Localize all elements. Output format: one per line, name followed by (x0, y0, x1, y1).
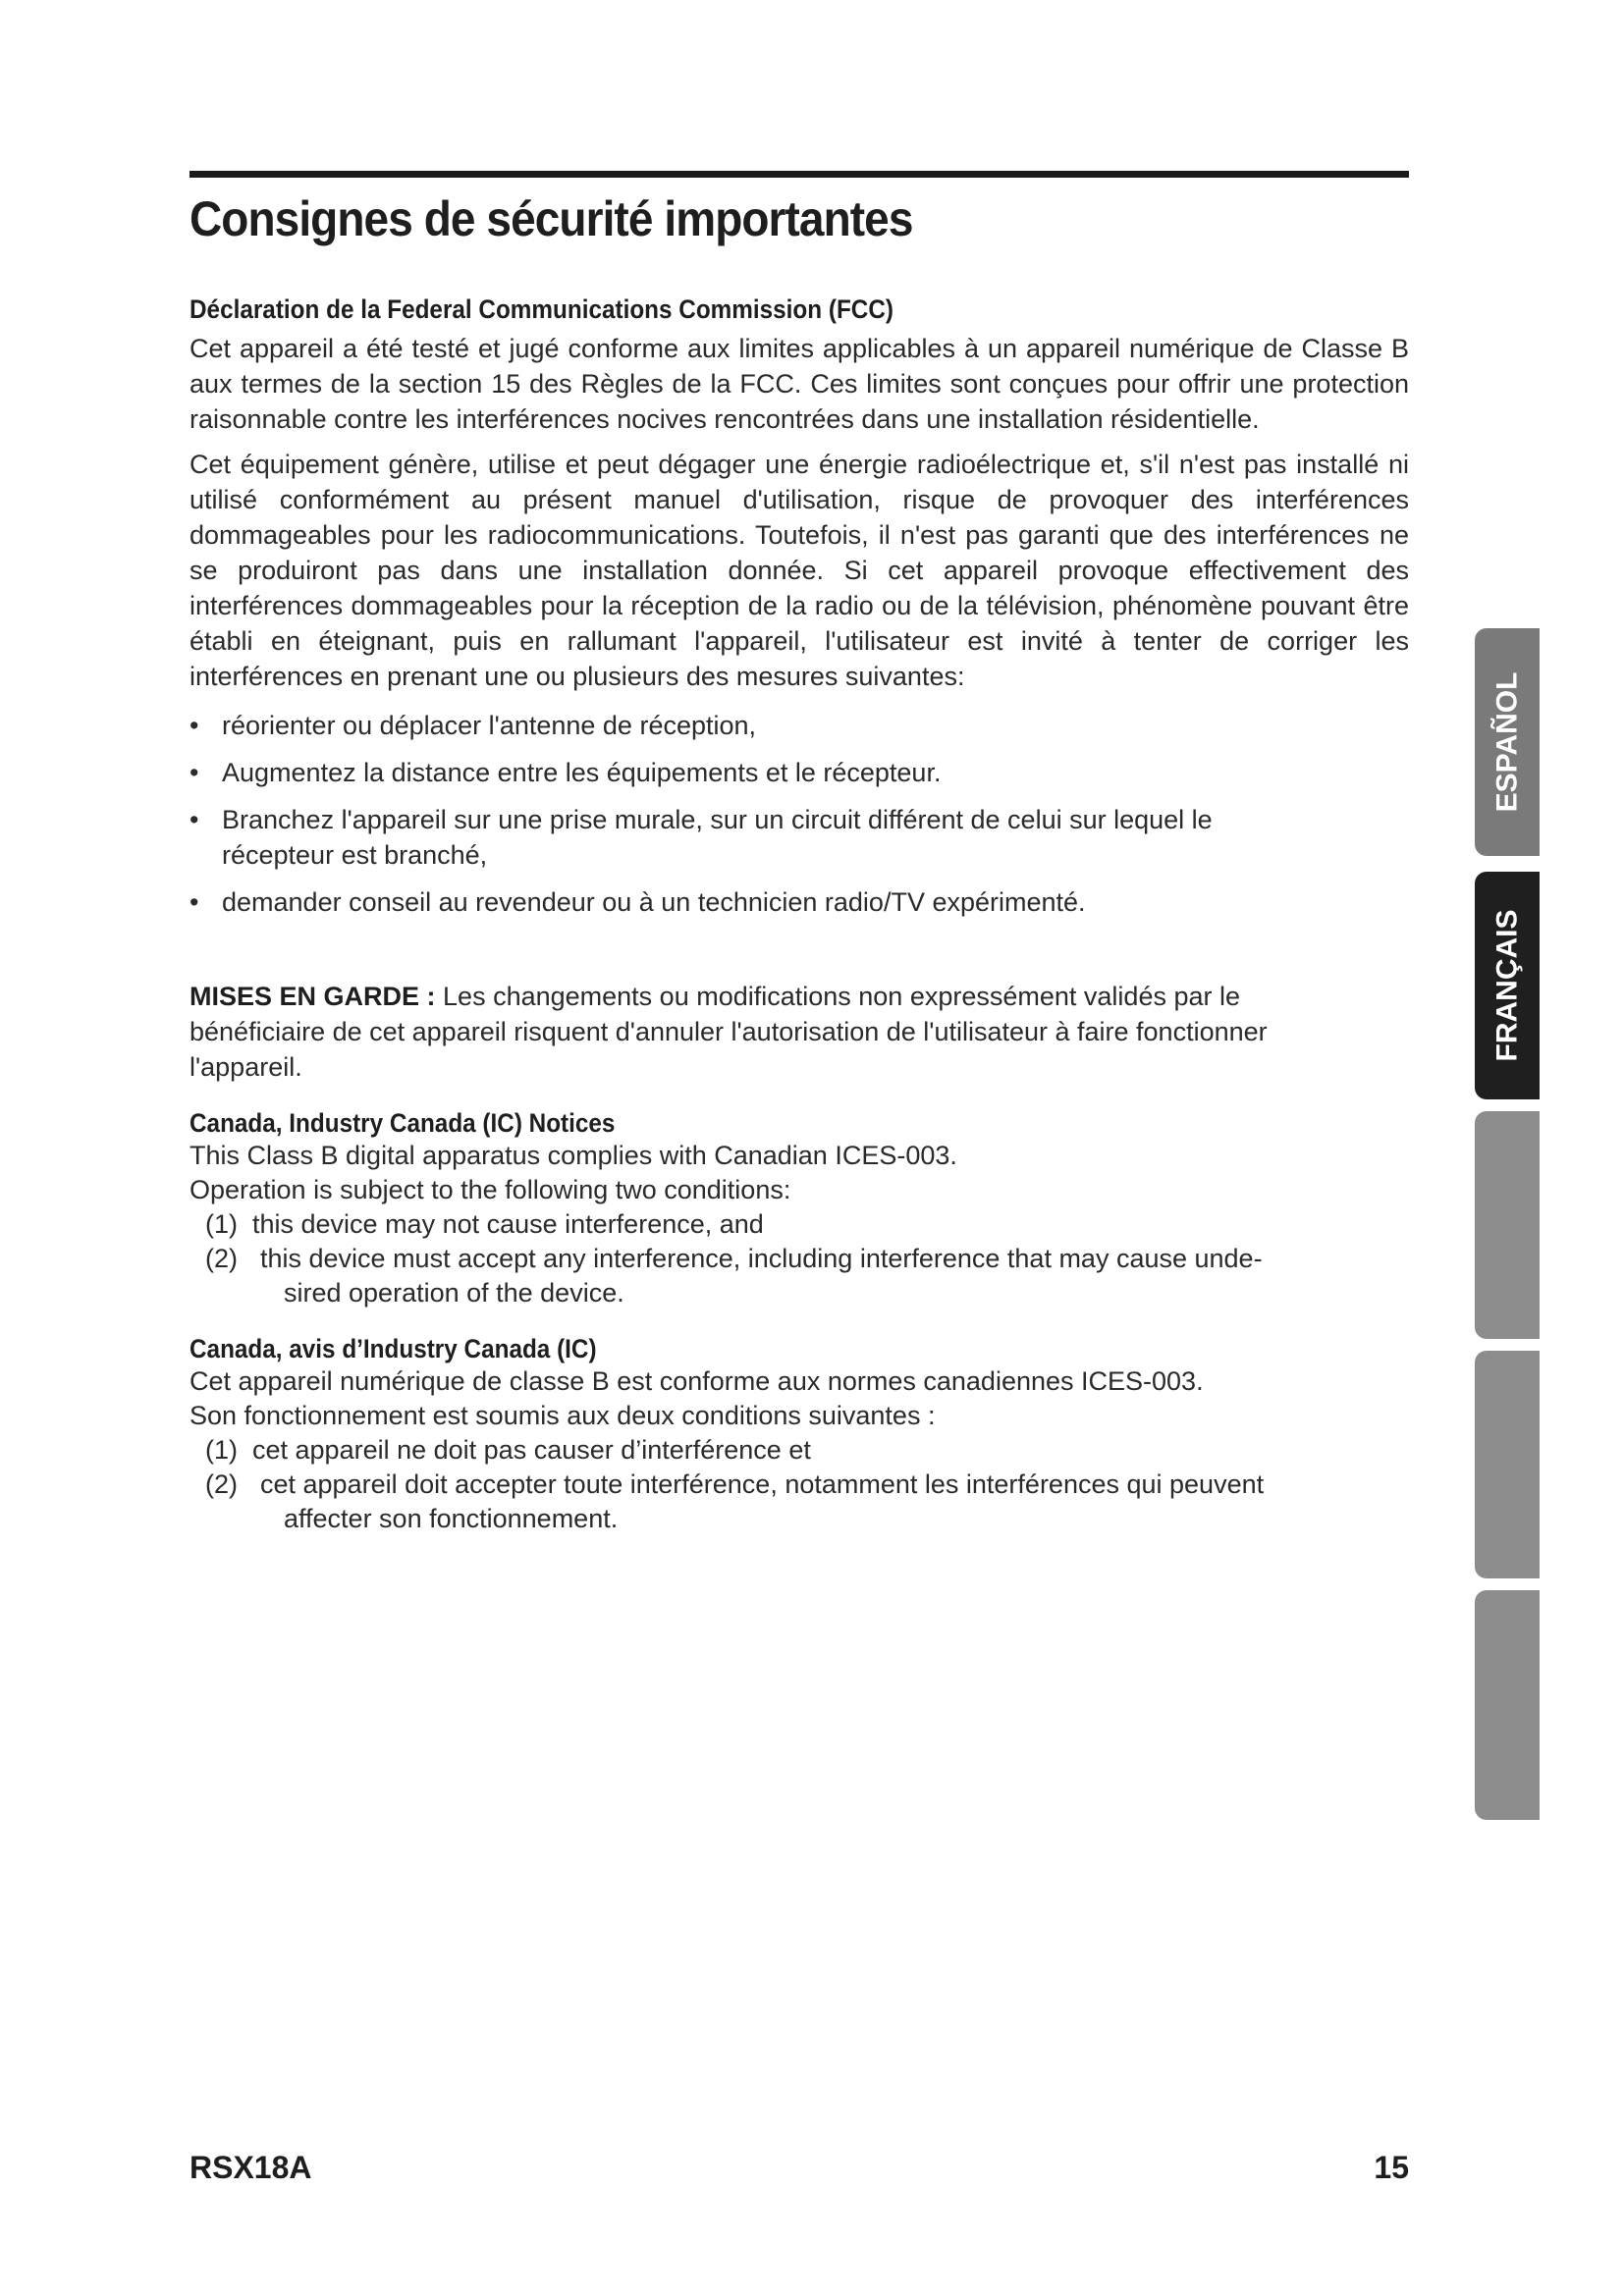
condition-text: cet appareil ne doit pas causer d’interférence et (252, 1435, 811, 1465)
list-item (189, 884, 1409, 920)
tab-francais-label-wrap (1475, 872, 1540, 1099)
condition-text: this device may not cause interference, and (252, 1209, 764, 1239)
ic-english-line-2: Operation is subject to the following two conditions: (189, 1175, 791, 1204)
main-content (189, 294, 1409, 1536)
condition-text-continued: affecter son fonctionnement. (284, 1504, 619, 1533)
condition-number: (1) (205, 1209, 238, 1239)
tab-espanol-label-wrap (1475, 628, 1540, 856)
tab-francais-label: FRANÇAIS (1490, 909, 1523, 1062)
tab-espanol-label: ESPAÑOL (1490, 671, 1524, 813)
condition-item (205, 1242, 1354, 1310)
condition-number: (1) (205, 1435, 238, 1465)
ic-english-line-1: This Class B digital apparatus complies with Canadian ICES-003. (189, 1141, 957, 1170)
page-title: Consignes de sécurité importantes (189, 191, 913, 246)
condition-text: cet appareil doit accepter toute interférence, notamment les interférences qui peuvent (260, 1469, 1265, 1499)
ic-french-line-1: Cet appareil numérique de classe B est conforme aux normes canadiennes ICES-003. (189, 1366, 1204, 1396)
list-item-text: demander conseil au revendeur ou à un technicien radio/TV expérimenté. (222, 887, 1086, 917)
ic-french-heading: Canada, avis d’Industry Canada (IC) (189, 1334, 597, 1363)
list-item-text: Augmentez la distance entre les équipements et le récepteur. (222, 758, 942, 787)
bullet-icon: • (189, 758, 199, 787)
list-item (189, 708, 1409, 743)
fcc-paragraph-1: Cet appareil a été testé et jugé conforme aux limites applicables à un appareil numérique de Classe B aux termes de la section 15 des Règles de la FCC. Ces limites sont conçues pour offrir une protection raisonnable contre les interférences nocives rencontrées dans une installation résidentielle. (189, 334, 1409, 434)
tab-blank-3[interactable] (1475, 1590, 1540, 1820)
list-item (189, 755, 1409, 790)
bullet-icon: • (189, 711, 199, 740)
list-item-text: réorienter ou déplacer l'antenne de réception, (222, 711, 757, 740)
caution-text: Les changements ou modifications non expressément validés par le bénéficiaire de cet appareil risquent d'annuler l'autorisation de l'utilisateur à faire fonctionner l'appareil. (189, 982, 1268, 1082)
ic-english-heading: Canada, Industry Canada (IC) Notices (189, 1108, 616, 1138)
fcc-heading: Déclaration de la Federal Communications Commission (FCC) (189, 294, 893, 324)
ic-french-line-2: Son fonctionnement est soumis aux deux conditions suivantes : (189, 1401, 936, 1430)
condition-number: (2) (205, 1244, 238, 1273)
list-item (189, 802, 1302, 873)
tab-blank-2[interactable] (1475, 1351, 1540, 1578)
caution-paragraph (189, 979, 1348, 1085)
caution-label: MISES EN GARDE : (189, 982, 436, 1011)
page-number: 15 (1374, 2150, 1409, 2185)
condition-item (205, 1433, 1354, 1468)
ic-french-section (189, 1334, 1409, 1536)
condition-number: (2) (205, 1469, 238, 1499)
bullet-icon: • (189, 805, 199, 834)
condition-item (205, 1207, 1354, 1242)
tab-blank-1[interactable] (1475, 1111, 1540, 1339)
footer-model: RSX18A (189, 2150, 312, 2185)
top-rule (189, 171, 1409, 178)
list-item-text: Branchez l'appareil sur une prise murale, sur un circuit différent de celui sur lequel le récepteur est branché, (222, 805, 1213, 870)
fcc-paragraph-2: Cet équipement génère, utilise et peut dégager une énergie radioélectrique et, s'il n'est pas installé ni utilisé conformément au présent manuel d'utilisation, risque de provoquer des interférences dommageables pour les radiocommunications. Toutefois, il n'est pas garanti que des interférences ne se produiront pas dans une installation donnée. Si cet appareil provoque effectivement des interférences dommageables pour la réception de la radio ou de la télévision, phénomène pouvant être établi en éteignant, puis en rallumant l'appareil, l'utilisateur est invité à tenter de corriger les interférences en prenant une ou plusieurs des mesures suivantes: (189, 450, 1409, 691)
condition-text-continued: sired operation of the device. (284, 1278, 624, 1308)
fcc-measures-list (189, 708, 1409, 920)
condition-text: this device must accept any interference, including interference that may cause unde- (260, 1244, 1263, 1273)
condition-item (205, 1468, 1354, 1536)
ic-english-section (189, 1108, 1409, 1310)
bullet-icon: • (189, 887, 199, 917)
